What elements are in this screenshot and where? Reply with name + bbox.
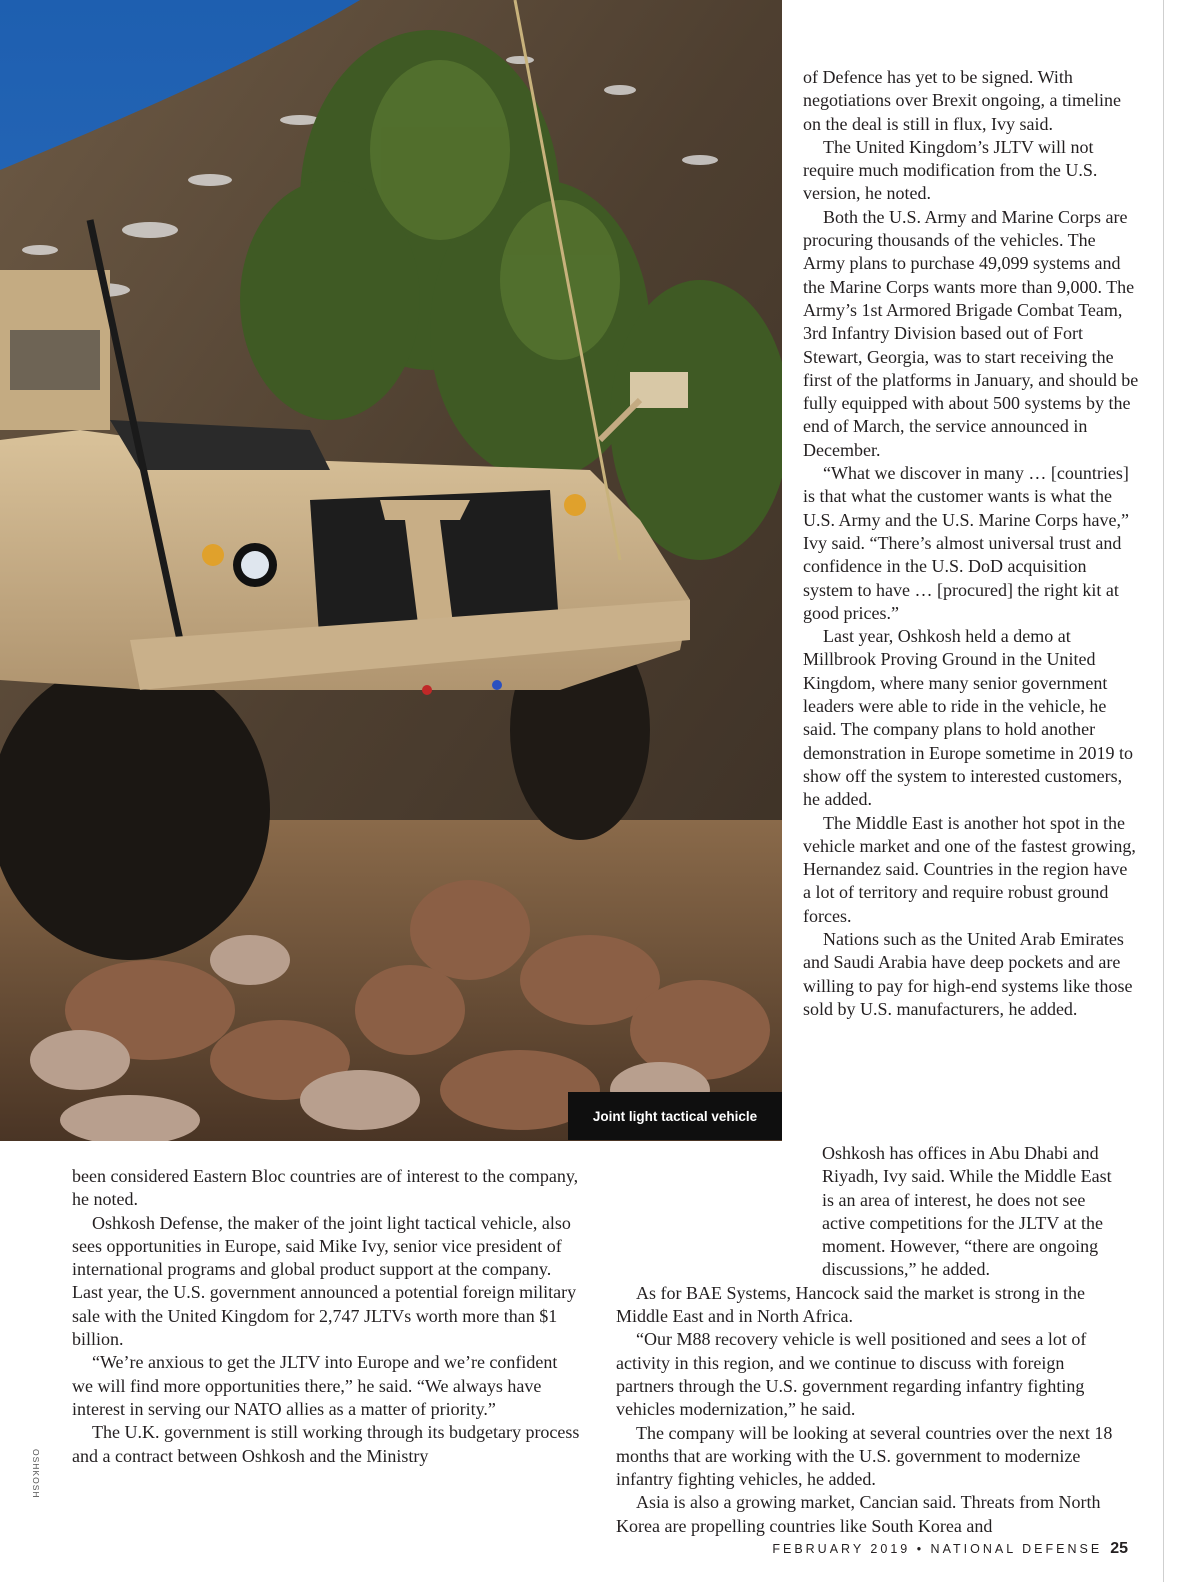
article-column-top: [803, 66, 1139, 1021]
paragraph: The company will be looking at several countries over the next 18 months that are working with the U.S. government to modernize infantry fighting vehicles, he added.: [616, 1422, 1113, 1490]
paragraph: of Defence has yet to be signed. With negotiations over Brexit ongoing, a timeline on the deal is still in flux, Ivy said.: [803, 67, 1121, 134]
paragraph: Oshkosh has offices in Abu Dhabi and Riyadh, Ivy said. While the Middle East is an area of interest, he does not see active competitions for the JLTV at the moment. However, “there are ongoing discussions,” he added.: [822, 1143, 1112, 1280]
paragraph: “Our M88 recovery vehicle is well positioned and sees a lot of activity in this region, and we continue to discuss with foreign partners through the U.S. government regarding infantry fighting vehicles modernization,” he said.: [616, 1329, 1087, 1420]
page-number: 25: [1110, 1540, 1128, 1557]
paragraph: been considered Eastern Bloc countries are of interest to the company, he noted.: [72, 1166, 579, 1210]
paragraph: The U.K. government is still working through its budgetary process and a contract between Oshkosh and the Ministry: [72, 1422, 580, 1466]
paragraph: “We’re anxious to get the JLTV into Europe and we’re confident we will find more opportunities there,” he said. “We always have interest in serving our NATO allies as a matter of priority.”: [72, 1352, 558, 1419]
photo-caption: [568, 1092, 782, 1140]
photo-credit: [28, 1450, 42, 1510]
jltv-photo: [0, 0, 782, 1141]
paragraph: Oshkosh Defense, the maker of the joint light tactical vehicle, also sees opportunities in Europe, said Mike Ivy, senior vice president of international programs and global product support at the company. Last year, the U.S. government announced a potential foreign military sale with the United Kingdom for 2,747 JLTVs worth more than $1 billion.: [72, 1212, 577, 1350]
paragraph: As for BAE Systems, Hancock said the market is strong in the Middle East and in North Africa.: [616, 1282, 1085, 1327]
paragraph: Both the U.S. Army and Marine Corps are procuring thousands of the vehicles. The Army plans to purchase 49,099 systems and the Marine Corps wants more than 9,000. The Army’s 1st Armored Brigade Combat Team, 3rd Infantry Division based out of Fort Stewart, Georgia, was to start receiving the first of the platforms in January, and should be fully equipped with about 500 systems by the end of March, the service announced in December.: [803, 206, 1139, 460]
paragraph: Nations such as the United Arab Emirates and Saudi Arabia have deep pockets and are willing to pay for high-end systems like those sold by U.S. manufacturers, he added.: [803, 928, 1133, 1019]
paragraph: Asia is also a growing market, Cancian said. Threats from North Korea are propelling countries like South Korea and: [616, 1492, 1101, 1536]
jltv-photo-illustration: [0, 0, 782, 1141]
paragraph: The United Kingdom’s JLTV will not require much modification from the U.S. version, he noted.: [803, 136, 1098, 204]
paragraph: Last year, Oshkosh held a demo at Millbrook Proving Ground in the United Kingdom, where many senior government leaders were able to ride in the vehicle, he said. The company plans to hold another demonstration in Europe sometime in 2019 to show off the system to interested customers, he added.: [803, 626, 1133, 810]
page-footer: [772, 1540, 1128, 1558]
paragraph: “What we discover in many … [countries] is that what the customer wants is what the U.S. Army and the U.S. Marine Corps have,” Ivy said. “There’s almost universal trust and confidence in the U.S. DoD acquisition system to have … [procured] the right kit at good prices.”: [803, 463, 1129, 623]
folio-text: FEBRUARY 2019 • NATIONAL DEFENSE: [772, 1542, 1103, 1556]
article-column-left: [72, 1165, 580, 1468]
page-edge-rule: [1163, 0, 1164, 1582]
photo-caption-text: Joint light tactical vehicle: [592, 1108, 758, 1124]
paragraph: The Middle East is another hot spot in the vehicle market and one of the fastest growing, Hernandez said. Countries in the region have a lot of territory and require robust ground forces.: [803, 812, 1136, 926]
article-column-right: [616, 1142, 1124, 1538]
photo-credit-text: OSHKOSH: [31, 1449, 41, 1499]
